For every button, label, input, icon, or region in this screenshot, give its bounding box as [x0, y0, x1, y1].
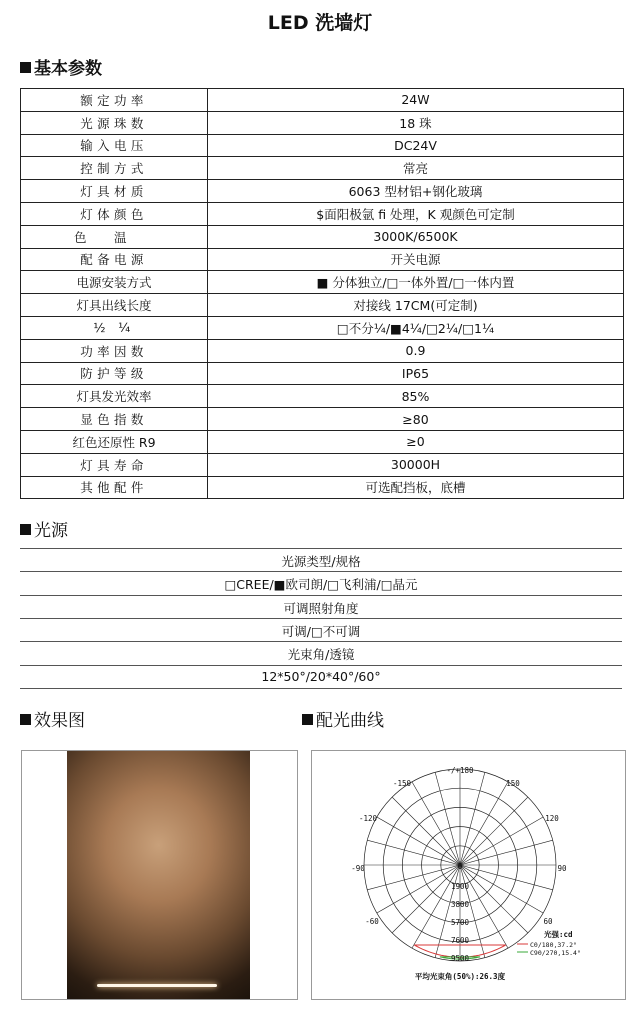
row-divider	[20, 688, 622, 689]
param-key: 控制方式	[21, 157, 208, 180]
section-label: 基本参数	[34, 59, 102, 79]
row-divider	[20, 548, 622, 549]
angle-label-m90: -90	[351, 864, 365, 873]
param-value: $面阳极氩 fi 处理，K 观颜色可定制	[208, 202, 624, 225]
square-bullet-icon	[20, 62, 31, 73]
param-row	[21, 453, 624, 476]
param-value: IP65	[208, 362, 624, 385]
param-value: 常亮	[208, 157, 624, 180]
param-key: ½ ¼	[21, 316, 208, 339]
square-bullet-icon	[302, 714, 313, 725]
legend-title: 光强:cd	[544, 930, 573, 939]
row-divider	[20, 641, 622, 642]
section-label: 效果图	[34, 711, 85, 731]
legend-c90: C90/270,15.4°	[530, 949, 581, 957]
param-value: ≥80	[208, 408, 624, 431]
section-label: 光源	[34, 521, 68, 541]
param-value: 30000H	[208, 453, 624, 476]
param-key: 防护等级	[21, 362, 208, 385]
light-source-row: 可调/□不可调	[281, 623, 361, 639]
param-row	[21, 362, 624, 385]
param-row	[21, 248, 624, 271]
param-row	[21, 111, 624, 134]
light-source-row: 光束角/透镜	[287, 647, 355, 663]
param-key: 显色指数	[21, 408, 208, 431]
param-value: 可选配挡板，底槽	[208, 476, 624, 499]
param-key: 额定功率	[21, 89, 208, 112]
param-row	[21, 134, 624, 157]
param-key: 配备电源	[21, 248, 208, 271]
param-row	[21, 271, 624, 294]
param-key: 输入电压	[21, 134, 208, 157]
param-key: 色温	[21, 225, 208, 248]
param-row	[21, 430, 624, 453]
param-value: □不分¼/■4¼/□2¼/□1¼	[208, 316, 624, 339]
radial-label-5: 9500	[450, 954, 470, 963]
row-divider	[20, 618, 622, 619]
section-light-curve	[302, 706, 384, 731]
param-row	[21, 408, 624, 431]
param-row	[21, 476, 624, 499]
param-value: ≥0	[208, 430, 624, 453]
param-value: 85%	[208, 385, 624, 408]
row-divider	[20, 595, 622, 596]
light-source-row: 光源类型/规格	[281, 554, 361, 569]
param-row	[21, 385, 624, 408]
effect-image-panel	[21, 750, 298, 1000]
param-key: 灯具寿命	[21, 453, 208, 476]
angle-label-p150: 150	[506, 779, 520, 788]
page-title: LED 洗墙灯	[267, 12, 373, 34]
beam-angle-footer: 平均光束角(50%):26.3度	[414, 972, 506, 981]
param-key: 电源安装方式	[21, 271, 208, 294]
param-key: 光源珠数	[21, 111, 208, 134]
polar-curve-diagram	[312, 751, 625, 999]
radial-label-4: 7600	[450, 936, 470, 945]
radial-label-3: 5700	[450, 918, 470, 927]
params-table	[20, 88, 624, 499]
param-key: 其他配件	[21, 476, 208, 499]
param-key: 功率因数	[21, 339, 208, 362]
angle-label-p60: 60	[543, 917, 553, 926]
param-row	[21, 180, 624, 203]
param-row	[21, 339, 624, 362]
section-effect	[20, 706, 85, 731]
param-value: 0.9	[208, 339, 624, 362]
section-label: 配光曲线	[316, 711, 384, 731]
section-basic-params	[20, 54, 102, 79]
led-bar	[97, 984, 217, 987]
param-row	[21, 202, 624, 225]
param-value: 对接线 17CM(可定制)	[208, 294, 624, 317]
param-value: 18 珠	[208, 111, 624, 134]
angle-label-m60: -60	[365, 917, 379, 926]
param-key: 红色还原性 R9	[21, 430, 208, 453]
param-row	[21, 316, 624, 339]
angle-label-p120: 120	[545, 814, 559, 823]
radial-label-1: 1900	[450, 882, 470, 891]
angle-label-m120: -120	[358, 814, 378, 823]
light-source-row: 可调照射角度	[283, 600, 359, 616]
row-divider	[20, 665, 622, 666]
param-value: ■ 分体独立/□一体外置/□一体内置	[208, 271, 624, 294]
center-label: 0	[457, 862, 463, 871]
square-bullet-icon	[20, 524, 31, 535]
param-value: DC24V	[208, 134, 624, 157]
angle-label-180: -/+180	[446, 766, 474, 775]
square-bullet-icon	[20, 714, 31, 725]
param-key: 灯具出线长度	[21, 294, 208, 317]
param-row	[21, 157, 624, 180]
radial-label-2: 3800	[450, 900, 470, 909]
section-light-source	[20, 516, 68, 541]
param-key: 灯体颜色	[21, 202, 208, 225]
legend-c0: C0/180,37.2°	[530, 941, 577, 949]
wall-wash-effect-image	[67, 751, 250, 999]
param-value: 24W	[208, 89, 624, 112]
angle-label-p90: 90	[557, 864, 567, 873]
light-source-row: □CREE/■欧司朗/□飞利浦/□晶元	[224, 577, 418, 593]
param-key: 灯具发光效率	[21, 385, 208, 408]
param-value: 3000K/6500K	[208, 225, 624, 248]
param-value: 开关电源	[208, 248, 624, 271]
polar-curve-panel	[311, 750, 626, 1000]
row-divider	[20, 571, 622, 572]
param-row	[21, 89, 624, 112]
param-row	[21, 225, 624, 248]
light-source-row: 12*50°/20*40°/60°	[261, 668, 381, 684]
param-value: 6063 型材铝+钢化玻璃	[208, 180, 624, 203]
param-row	[21, 294, 624, 317]
angle-label-m150: -150	[392, 779, 412, 788]
param-key: 灯具材质	[21, 180, 208, 203]
